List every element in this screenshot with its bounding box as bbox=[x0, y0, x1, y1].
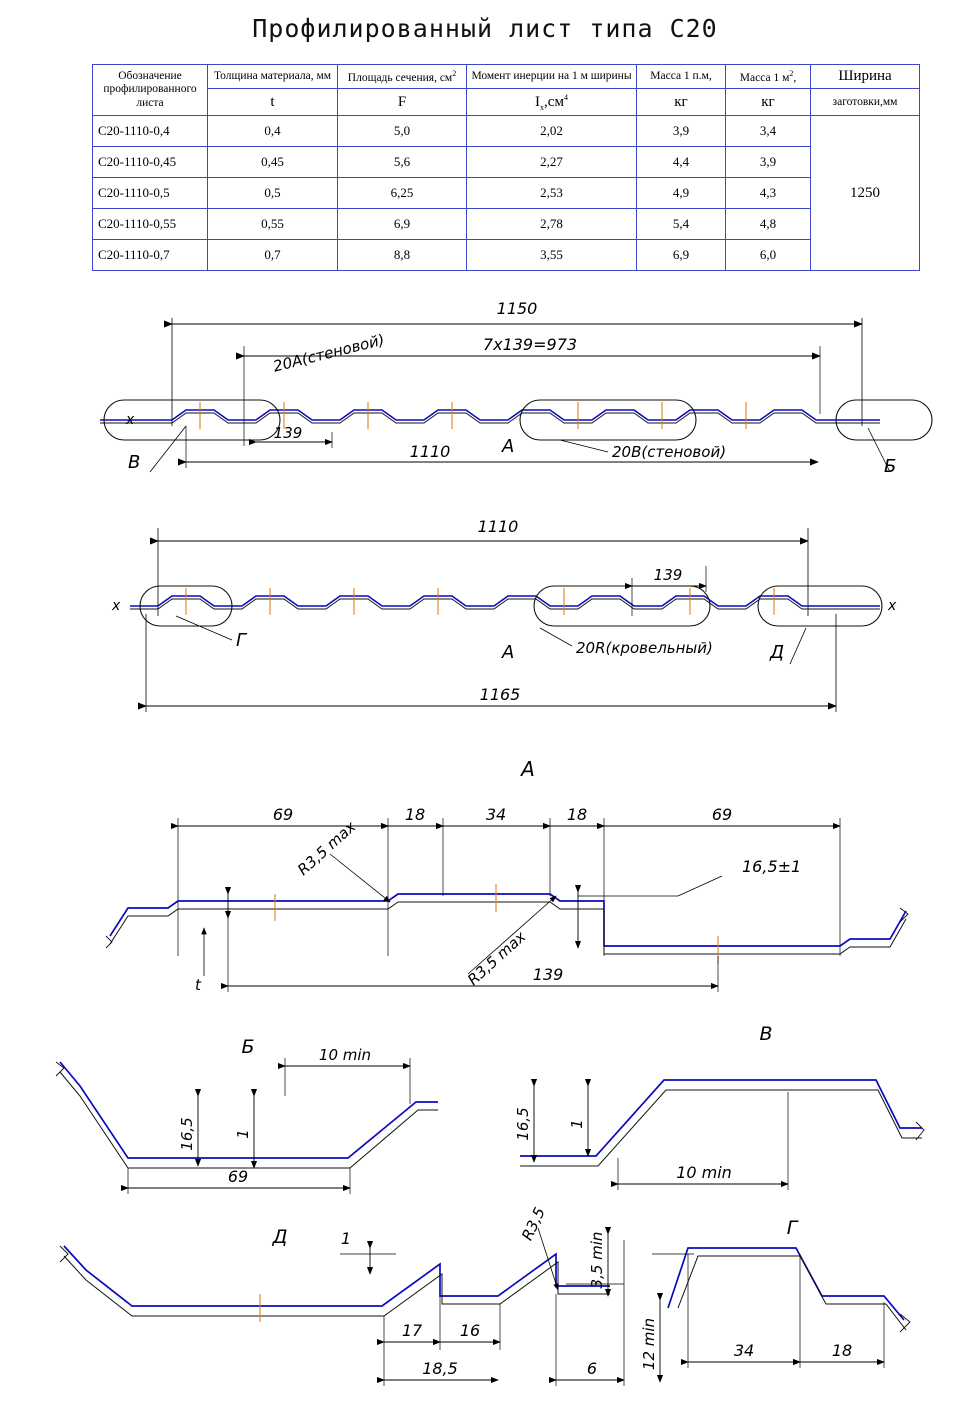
dimB-69: 69 bbox=[227, 1167, 249, 1186]
dimA-18-left: 18 bbox=[404, 805, 426, 824]
cell-f: 5,0 bbox=[338, 116, 467, 147]
cell-mark: С20-1110-0,5 bbox=[93, 178, 208, 209]
dimG-12min: 12 min bbox=[640, 1317, 658, 1371]
detail-D bbox=[60, 1205, 624, 1386]
dimB-165: 16,5 bbox=[178, 1117, 196, 1151]
dimA-18-right: 18 bbox=[566, 805, 588, 824]
table-header-row-2 bbox=[93, 89, 920, 116]
dimD-1: 1 bbox=[340, 1229, 352, 1248]
detail-B-caption: Б bbox=[241, 1036, 255, 1058]
dimB-10min: 10 min bbox=[318, 1046, 372, 1064]
table-row bbox=[93, 147, 920, 178]
dimD-radius: R3,5 bbox=[518, 1204, 549, 1244]
cell-f: 6,9 bbox=[338, 209, 467, 240]
table-row bbox=[93, 178, 920, 209]
detail-G-caption: Г bbox=[786, 1217, 798, 1239]
dimA-34: 34 bbox=[485, 805, 507, 824]
detail-D-caption: Д bbox=[272, 1226, 288, 1248]
spec-table bbox=[92, 64, 920, 271]
cell-i: 2,02 bbox=[467, 116, 637, 147]
dimV-1: 1 bbox=[568, 1119, 586, 1129]
cell-i: 2,27 bbox=[467, 147, 637, 178]
cell-i: 3,55 bbox=[467, 240, 637, 271]
cell-t: 0,7 bbox=[208, 240, 338, 271]
header-sym-f: F bbox=[338, 89, 467, 116]
table-row bbox=[93, 209, 920, 240]
cell-i: 2,53 bbox=[467, 178, 637, 209]
dim-step-139: 139 bbox=[273, 424, 303, 442]
view-wall-sheet bbox=[100, 299, 932, 477]
cell-m2: 4,3 bbox=[726, 178, 811, 209]
spec-table-wrap bbox=[92, 64, 920, 271]
detail-B-profile-inner bbox=[60, 1062, 438, 1158]
cell-t: 0,5 bbox=[208, 178, 338, 209]
cell-mark: С20-1110-0,55 bbox=[93, 209, 208, 240]
dimD-35min: 3,5 min bbox=[588, 1231, 606, 1289]
cell-m1: 4,9 bbox=[637, 178, 726, 209]
cell-i: 2,78 bbox=[467, 209, 637, 240]
node-label-b: Б bbox=[884, 456, 897, 477]
dimD-16: 16 bbox=[459, 1321, 481, 1340]
detail-D-profile-inner bbox=[64, 1246, 610, 1306]
cell-blank-width: 1250 bbox=[811, 116, 920, 271]
detail-A-caption: А bbox=[521, 757, 535, 781]
detail-B bbox=[56, 1036, 438, 1194]
dimV-10min: 10 min bbox=[676, 1163, 732, 1182]
dimB-1: 1 bbox=[234, 1129, 252, 1139]
detail-A bbox=[106, 757, 908, 994]
node-label-a-roof: А bbox=[502, 642, 515, 663]
header-unit-kg-2: кг bbox=[726, 89, 811, 116]
cell-m2: 6,0 bbox=[726, 240, 811, 271]
label-20a: 20А(стеновой) bbox=[271, 330, 387, 376]
header-mark: Обозначение профилированного листа bbox=[93, 65, 208, 116]
center-marks-roof bbox=[186, 588, 774, 615]
header-width: Ширина bbox=[811, 65, 920, 89]
node-label-d: Д bbox=[770, 642, 785, 663]
dim-total-1150: 1150 bbox=[496, 299, 538, 318]
technical-drawing bbox=[0, 296, 970, 1416]
page-title: Профилированный лист типа С20 bbox=[252, 14, 718, 43]
axis-mark-x-left: x bbox=[112, 598, 121, 614]
dimG-34: 34 bbox=[733, 1341, 755, 1360]
detail-D-profile-outer bbox=[64, 1256, 610, 1316]
header-sym-t: t bbox=[208, 89, 338, 116]
cell-mark: С20-1110-0,45 bbox=[93, 147, 208, 178]
header-unit-kg-1: кг bbox=[637, 89, 726, 116]
dimD-17: 17 bbox=[401, 1321, 423, 1340]
header-blank-width: заготовки,мм bbox=[811, 89, 920, 116]
cell-f: 8,8 bbox=[338, 240, 467, 271]
cell-m1: 6,9 bbox=[637, 240, 726, 271]
detail-V-caption: В bbox=[759, 1023, 773, 1045]
dimG-18: 18 bbox=[831, 1341, 853, 1360]
dimD-6: 6 bbox=[586, 1359, 598, 1378]
dim-step-roof-139: 139 bbox=[653, 566, 683, 584]
cell-m1: 3,9 bbox=[637, 116, 726, 147]
dimD-185: 18,5 bbox=[422, 1359, 458, 1378]
cell-m2: 3,9 bbox=[726, 147, 811, 178]
cell-f: 5,6 bbox=[338, 147, 467, 178]
cell-m1: 4,4 bbox=[637, 147, 726, 178]
dimA-radius-left: R3,5 max bbox=[293, 817, 360, 879]
profile-line-roof-outer bbox=[130, 599, 880, 609]
cell-t: 0,45 bbox=[208, 147, 338, 178]
detail-G-profile-outer bbox=[678, 1256, 906, 1330]
axis-mark-x-right: x bbox=[888, 598, 897, 614]
header-inertia: Момент инерции на 1 м ширины bbox=[467, 65, 637, 89]
label-20v: 20В(стеновой) bbox=[612, 443, 727, 461]
cell-f: 6,25 bbox=[338, 178, 467, 209]
dim-repeat: 7x139=973 bbox=[482, 335, 578, 354]
node-label-v: В bbox=[128, 452, 141, 473]
detail-G bbox=[640, 1217, 910, 1382]
table-row bbox=[93, 240, 920, 271]
cell-m2: 4,8 bbox=[726, 209, 811, 240]
cell-m2: 3,4 bbox=[726, 116, 811, 147]
detail-V bbox=[514, 1023, 924, 1190]
header-sym-i: $I_x,см^4$ bbox=[467, 89, 637, 116]
table-row bbox=[93, 116, 920, 147]
cell-t: 0,55 bbox=[208, 209, 338, 240]
header-mass-lm: Масса 1 п.м, bbox=[637, 65, 726, 89]
node-label-a: А bbox=[502, 436, 515, 457]
header-area: Площадь сечения, $см^2$ bbox=[338, 65, 467, 89]
dimA-height: 16,5±1 bbox=[742, 857, 802, 876]
table-header-row-1 bbox=[93, 65, 920, 89]
axis-mark-x: x bbox=[126, 412, 135, 428]
label-20r: 20R(кровельный) bbox=[576, 639, 713, 657]
dimA-bottom-139: 139 bbox=[532, 965, 564, 984]
dimA-thickness-t: t bbox=[195, 976, 201, 994]
dim-useful-1110: 1110 bbox=[409, 442, 451, 461]
dimA-69-left: 69 bbox=[272, 805, 294, 824]
detail-G-profile-inner bbox=[668, 1248, 904, 1320]
header-thickness: Толщина материала, мм bbox=[208, 65, 338, 89]
cell-mark: С20-1110-0,4 bbox=[93, 116, 208, 147]
header-mass-m2: Масса 1 $м^2$, bbox=[726, 65, 811, 89]
node-label-g: Г bbox=[236, 630, 247, 651]
cell-mark: С20-1110-0,7 bbox=[93, 240, 208, 271]
dim-roof-1110: 1110 bbox=[477, 517, 519, 536]
dimV-165: 16,5 bbox=[514, 1107, 532, 1141]
detail-V-profile-inner bbox=[520, 1080, 922, 1156]
cell-t: 0,4 bbox=[208, 116, 338, 147]
dim-overall-1165: 1165 bbox=[479, 685, 521, 704]
cell-m1: 5,4 bbox=[637, 209, 726, 240]
dimA-69-right: 69 bbox=[711, 805, 733, 824]
view-roof-sheet bbox=[111, 517, 897, 712]
detail-B-profile-outer bbox=[60, 1072, 438, 1168]
dimA-radius-right: R3,5 max bbox=[463, 927, 530, 989]
